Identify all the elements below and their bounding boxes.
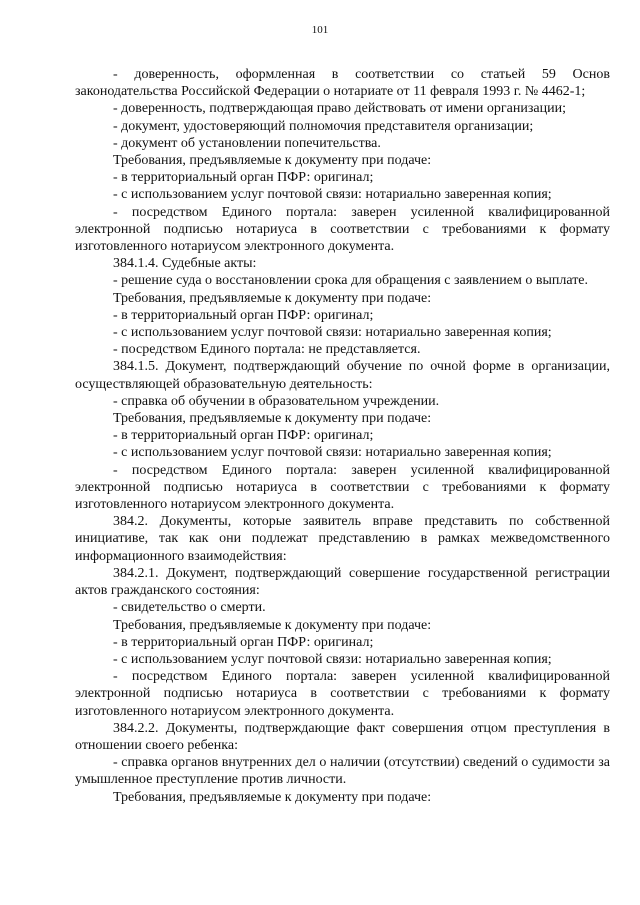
paragraph: - с использованием услуг почтовой связи: нотариально заверенная копия; <box>113 445 552 461</box>
paragraph: 384.2. Документы, которые заявитель вправе представить по собственной инициативе, так как они подлежат представлению в рамках межведомственного информационного взаимодействия: <box>75 514 610 564</box>
paragraph: Требования, предъявляемые к документу при подаче: <box>113 290 432 306</box>
paragraph: - документ об установлении попечительства. <box>113 135 381 151</box>
paragraph: - посредством Единого портала: не представляется. <box>113 342 421 358</box>
paragraph: Требования, предъявляемые к документу при подаче: <box>113 153 432 169</box>
paragraph: 384.2.2. Документы, подтверждающие факт совершения отцом преступления в отношении своего ребенка: <box>75 720 610 753</box>
paragraph: - с использованием услуг почтовой связи: нотариально заверенная копия; <box>113 187 552 203</box>
document-body <box>75 66 610 806</box>
paragraph: - с использованием услуг почтовой связи: нотариально заверенная копия; <box>113 651 552 667</box>
paragraph: 384.1.4. Судебные акты: <box>113 256 257 272</box>
page-number: 101 <box>311 24 329 36</box>
paragraph: - в территориальный орган ПФР: оригинал; <box>113 307 374 323</box>
paragraph: - посредством Единого портала: заверен усиленной квалифицированной электронной подписью нотариуса в соответствии с требованиями к формату изготовленного нотариусом электронного документа. <box>75 462 610 513</box>
paragraph: - в территориальный орган ПФР: оригинал; <box>113 634 374 650</box>
paragraph: - справка органов внутренних дел о наличии (отсутствии) сведений о судимости за умышленное преступление против личности. <box>75 755 610 788</box>
paragraph: - доверенность, оформленная в соответствии со статьей 59 Основ законодательства Российской Федерации о нотариате от 11 февраля 1993 г. № 4462-1; <box>75 67 610 100</box>
paragraph: 384.2.1. Документ, подтверждающий совершение государственной регистрации актов гражданского состояния: <box>75 565 610 599</box>
paragraph: Требования, предъявляемые к документу при подаче: <box>113 789 432 805</box>
paragraph: - документ, удостоверяющий полномочия представителя организации; <box>113 118 534 134</box>
paragraph: Требования, предъявляемые к документу при подаче: <box>113 617 432 633</box>
paragraph: - в территориальный орган ПФР: оригинал; <box>113 428 374 444</box>
paragraph: 384.1.5. Документ, подтверждающий обучение по очной форме в организации, осуществляющей образовательную деятельность: <box>75 359 610 392</box>
paragraph: Требования, предъявляемые к документу при подаче: <box>113 411 432 427</box>
paragraph: - справка об обучении в образовательном учреждении. <box>113 393 440 409</box>
paragraph: - решение суда о восстановлении срока для обращения с заявлением о выплате. <box>113 273 589 289</box>
paragraph: - в территориальный орган ПФР: оригинал; <box>113 170 374 186</box>
paragraph: - с использованием услуг почтовой связи: нотариально заверенная копия; <box>113 325 552 341</box>
paragraph: - посредством Единого портала: заверен усиленной квалифицированной электронной подписью нотариуса в соответствии с требованиями к формату изготовленного нотариусом электронного документа. <box>75 204 610 255</box>
paragraph: - доверенность, подтверждающая право действовать от имени организации; <box>113 101 566 117</box>
paragraph: - свидетельство о смерти. <box>113 600 266 616</box>
paragraph: - посредством Единого портала: заверен усиленной квалифицированной электронной подписью нотариуса в соответствии с требованиями к формату изготовленного нотариусом электронного документа. <box>75 669 610 719</box>
